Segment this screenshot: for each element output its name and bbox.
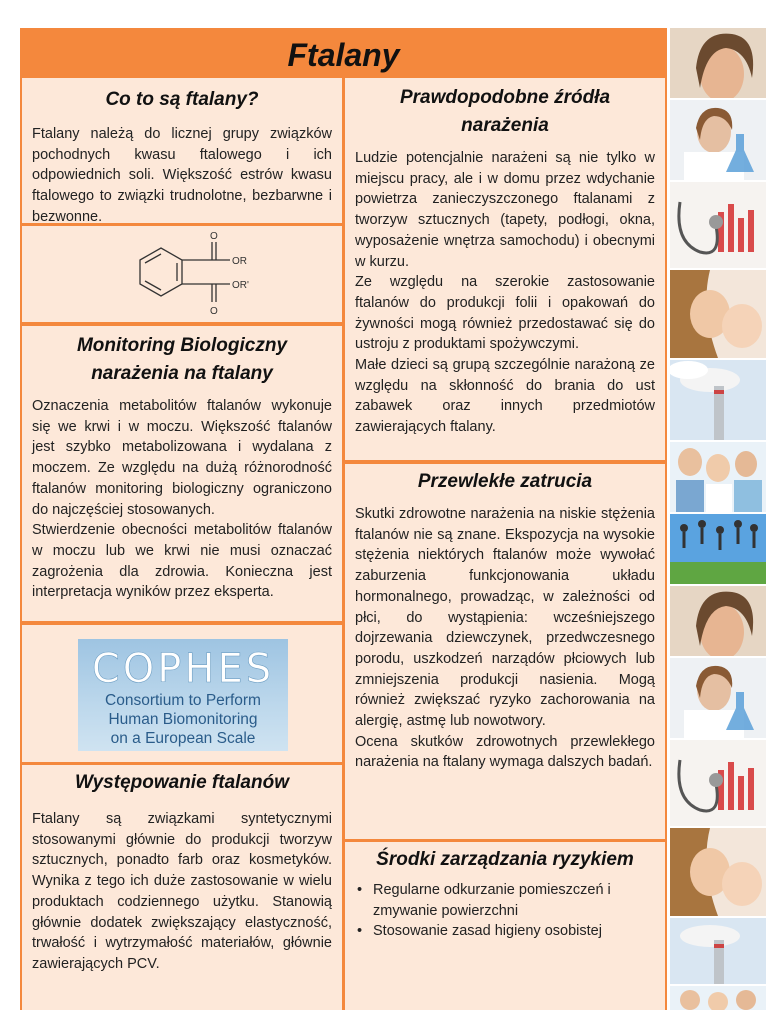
- family-photo: [670, 986, 766, 1010]
- formula-o-bottom: O: [210, 306, 218, 317]
- section-heading: Przewlekłe zatrucia: [417, 471, 593, 492]
- logo-section: [22, 625, 342, 762]
- section-text-1: Oznaczenia metabolitów ftalanów wykonuje się we krwi i w moczu. Większość ftalanów jest szybko metabolizowana i wydalana z moczem. Ze względu na dużą różnorodność ftalanów monitoring biologiczny ograniczono do najczęściej stosowanych.: [32, 398, 332, 518]
- section-heading: Środki zarządzania ryzykiem: [376, 849, 634, 870]
- section-text-3: Małe dzieci są grupą szczególnie narażoną ze względu na skłonność do brania do ust zabawek oraz innych przedmiotów zawierających ftalany.: [355, 357, 655, 436]
- logo-line-2: Human Biomonitoring: [108, 711, 258, 728]
- woman-photo: [670, 28, 766, 98]
- photo-sidebar: [670, 28, 766, 1010]
- list-item: • Stosowanie zasad higieny osobistej: [373, 921, 655, 942]
- scientist-photo: [670, 100, 766, 180]
- logo-line-3: on a European Scale: [110, 730, 256, 747]
- occurrence-section: [22, 765, 342, 1010]
- page-title: Ftalany: [287, 37, 400, 73]
- section-text-2: Stwierdzenie obecności metabolitów ftalanów w moczu lub we krwi nie musi oznaczać zagrożenia dla zdrowia. Konieczna jest interpretacja wyników przez eksperta.: [32, 522, 332, 601]
- formula-label-bottom: OR': [232, 280, 249, 291]
- logo-name: COPHES: [91, 646, 275, 692]
- stethoscope-photo: [670, 740, 766, 826]
- exposure-sources-section: [345, 78, 665, 460]
- scientist-photo: [670, 658, 766, 738]
- risk-management-section: [345, 842, 665, 1010]
- section-text-2: Ze względu na szerokie zastosowanie ftalanów do produkcji folii i opakowań do żywności mogą również przedostawać się do ustroju z produktami spożywczymi.: [355, 274, 655, 353]
- what-are-phthalates-section: [22, 78, 342, 223]
- stethoscope-photo: [670, 182, 766, 268]
- biomonitoring-section: [22, 326, 342, 621]
- risk-list: [355, 880, 655, 942]
- family-photo: [670, 442, 766, 512]
- section-heading: Występowanie ftalanów: [75, 772, 289, 793]
- section-text-1: Ludzie potencjalnie narażeni są nie tylko w miejscu pracy, ale i w domu przez wdychanie powietrza zanieczyszczonego ftalanami z tworzyw sztucznych (tapety, podłogi, okna, wyposażenie wnętrza samochodu) i obecnymi w kurzu.: [355, 150, 655, 270]
- formula-label-top: OR: [232, 256, 247, 267]
- chimney-photo: [670, 918, 766, 984]
- jumping-people-photo: [670, 514, 766, 584]
- chemical-formula-section: [22, 226, 342, 322]
- chronic-poisoning-section: [345, 464, 665, 839]
- section-heading: Prawdopodobne źródła narażenia: [399, 87, 611, 136]
- section-text: Ftalany należą do licznej grupy związków pochodnych kwasu ftalowego i ich odpowiednich soli. Większość estrów kwasu ftalowego to związki trudnolotne, bezbarwne i bezwonne.: [32, 126, 332, 225]
- section-text: Ftalany są związkami syntetycznymi stosowanymi głównie do produkcji tworzyw sztucznych, ponadto farb oraz kosmetyków. Wynika z tego ich duże zastosowanie w wielu produktach codziennego użytku. Stanowią głównie dodatek zwiększający elastyczność, trwałość i wytrzymałość materiałów, głównie zawierających PCV.: [32, 811, 332, 972]
- phthalate-structure-diagram: [22, 226, 342, 322]
- woman-photo: [670, 586, 766, 656]
- logo-line-1: Consortium to Perform: [105, 692, 261, 709]
- list-item: • Regularne odkurzanie pomieszczeń i zmywanie powierzchni: [373, 880, 655, 921]
- title-bar: [20, 28, 667, 78]
- mother-baby-photo: [670, 270, 766, 358]
- formula-o-top: O: [210, 231, 218, 242]
- mother-baby-photo: [670, 828, 766, 916]
- chimney-photo: [670, 360, 766, 440]
- cophes-logo: [78, 639, 288, 751]
- section-text-1: Skutki zdrowotne narażenia na niskie stężenia ftalanów nie są znane. Ekspozycja na wysokie stężenia niektórych ftalanów może wywołać zaburzenia funkcjonowania układu hormonalnego, prowadząc, w zależności od płci, do wystąpienia: wcześniejszego dojrzewania dziewczynek, przedwczesnego porodu, uszkodzeń narządów płciowych lub zmniejszenia produkcji nasienia. Mogą również zwiększać ryzyko zachorowania na alergię, astmę lub nowotwory.: [355, 506, 655, 730]
- section-heading: Co to są ftalany?: [105, 89, 259, 110]
- section-heading: Monitoring Biologiczny narażenia na ftalany: [76, 335, 288, 384]
- section-text-2: Ocena skutków zdrowotnych przewlekłego narażenia na ftalany wymaga dalszych badań.: [355, 733, 655, 771]
